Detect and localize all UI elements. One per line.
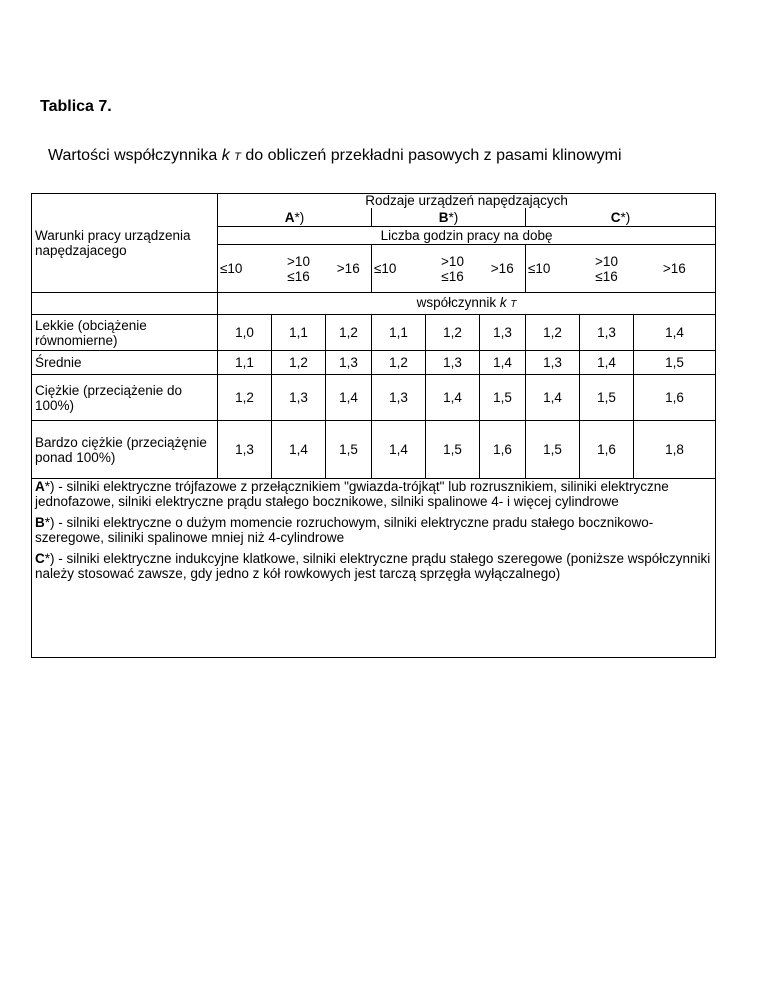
note-c xyxy=(35,551,712,581)
value-cell: 1,5 xyxy=(526,421,580,479)
coef-label-text: współczynnik xyxy=(416,295,500,310)
hours-label: >16 xyxy=(662,261,686,276)
condition-text: Średnie xyxy=(35,355,82,370)
value-cell: 1,0 xyxy=(218,315,272,351)
hours-label-top: >10 xyxy=(595,253,618,269)
hours-label: ≤10 xyxy=(374,261,397,276)
caption-subscript xyxy=(230,147,241,164)
group-a-suffix: *) xyxy=(294,209,305,225)
note-b-suffix: *) xyxy=(44,515,55,530)
table-row xyxy=(32,421,716,479)
value-cell: 1,2 xyxy=(526,315,580,351)
value-cell: 1,2 xyxy=(272,351,326,375)
hours-a-gt16 xyxy=(326,245,372,293)
table-row xyxy=(32,375,716,421)
value-cell: 1,6 xyxy=(580,421,634,479)
value-cell: 1,4 xyxy=(272,421,326,479)
row-header-text: Warunki pracy urządzenia napędzajacego xyxy=(35,228,191,258)
value-cell: 1,1 xyxy=(372,315,426,351)
value-cell: 1,3 xyxy=(372,375,426,421)
group-c-cell xyxy=(526,208,716,227)
note-b-letter: B xyxy=(35,515,45,530)
value-cell: 1,5 xyxy=(480,375,526,421)
value-cell: 1,6 xyxy=(634,375,716,421)
hours-c-le10 xyxy=(526,245,580,293)
caption-text-before: Wartości współczynnika xyxy=(48,147,222,164)
caption-text-after: do obliczeń przekładni pasowych z pasami klinowymi xyxy=(240,147,622,164)
group-b-cell xyxy=(372,208,526,227)
table-row xyxy=(32,315,716,351)
note-a-text: - silniki elektryczne trójfazowe z przełącznikiem "gwiazda-trójkąt" lub rozrusznikiem, siliniki elektryczne jednofazowe, silniki elektryczne prądu stałego bocznikowe, silniki spalinowe 4- i więcej cylindrowe xyxy=(35,479,669,509)
value-cell: 1,4 xyxy=(326,375,372,421)
table-row xyxy=(32,351,716,375)
value-cell: 1,5 xyxy=(634,351,716,375)
hours-label: ≤10 xyxy=(220,261,243,276)
condition-label xyxy=(32,375,218,421)
hours-header-cell xyxy=(218,227,716,245)
row-header-cell xyxy=(32,194,218,293)
value-cell: 1,2 xyxy=(326,315,372,351)
value-cell: 1,5 xyxy=(580,375,634,421)
coef-label-subscript: T xyxy=(510,299,517,310)
value-cell: 1,4 xyxy=(526,375,580,421)
hours-a-le10 xyxy=(218,245,272,293)
hours-label-top: >10 xyxy=(287,253,310,269)
value-cell: 1,3 xyxy=(272,375,326,421)
coefficient-table xyxy=(31,193,716,658)
condition-label xyxy=(32,421,218,479)
value-cell: 1,8 xyxy=(634,421,716,479)
hours-label-bottom: ≤16 xyxy=(287,268,310,284)
hours-c-gt16 xyxy=(634,245,716,293)
value-cell: 1,2 xyxy=(426,315,480,351)
hours-b-10-16 xyxy=(426,245,480,293)
condition-label xyxy=(32,315,218,351)
value-cell: 1,4 xyxy=(634,315,716,351)
value-cell: 1,5 xyxy=(326,421,372,479)
hours-a-10-16 xyxy=(272,245,326,293)
note-c-text: - silniki elektryczne indukcyjne klatkowe, silniki elektryczne prądu stałego szeregowe (poniższe współczynniki należy stosować zawsze, gdy jedno z kół rowkowych jest tarczą sprzęgła wyłączalnego) xyxy=(35,551,711,581)
coef-label-symbol: k xyxy=(499,295,507,310)
group-header-text: Rodzaje urządzeń napędzających xyxy=(365,193,568,208)
value-cell: 1,6 xyxy=(480,421,526,479)
condition-label xyxy=(32,351,218,375)
value-cell: 1,3 xyxy=(526,351,580,375)
value-cell: 1,3 xyxy=(580,315,634,351)
value-cell: 1,2 xyxy=(372,351,426,375)
value-cell: 1,4 xyxy=(372,421,426,479)
value-cell: 1,4 xyxy=(580,351,634,375)
note-a xyxy=(35,479,712,509)
condition-text: Ciężkie (przeciążenie do 100%) xyxy=(35,382,183,413)
group-c-suffix: *) xyxy=(620,209,631,225)
note-a-letter: A xyxy=(35,479,45,494)
condition-text: Lekkie (obciążenie równomierne) xyxy=(35,317,147,348)
value-cell: 1,3 xyxy=(480,315,526,351)
hours-b-le10 xyxy=(372,245,426,293)
note-b-text: - silniki elektryczne o dużym momencie rozruchowym, silniki elektryczne pradu stałego bocznikowo-szeregowe, siliniki spalinowe mniej niż 4-cylindrowe xyxy=(35,515,654,545)
notes-cell xyxy=(32,479,716,658)
note-c-suffix: *) xyxy=(44,551,55,566)
condition-text: Bardzo ciężkie (przeciążęnie ponad 100%) xyxy=(35,434,207,465)
hours-label-bottom: ≤16 xyxy=(595,268,618,284)
group-a-letter: A xyxy=(284,209,295,225)
group-b-letter: B xyxy=(438,209,449,225)
caption-subscript-letter: T xyxy=(234,151,241,163)
table-label: Tablica 7. xyxy=(40,98,112,115)
hours-label-top: >10 xyxy=(441,253,464,269)
value-cell: 1,3 xyxy=(218,421,272,479)
hours-label: >16 xyxy=(336,261,360,276)
value-cell: 1,4 xyxy=(480,351,526,375)
group-c-letter: C xyxy=(610,209,621,225)
hours-header-text: Liczba godzin pracy na dobę xyxy=(380,228,553,243)
note-b xyxy=(35,515,712,545)
group-a-cell xyxy=(218,208,372,227)
hours-c-10-16 xyxy=(580,245,634,293)
table-caption xyxy=(48,147,622,165)
coef-label-cell xyxy=(218,293,716,315)
blank-cell xyxy=(32,293,218,315)
value-cell: 1,5 xyxy=(426,421,480,479)
value-cell: 1,3 xyxy=(326,351,372,375)
group-header-cell xyxy=(218,194,716,209)
hours-label: >16 xyxy=(490,261,514,276)
note-a-suffix: *) xyxy=(44,479,55,494)
hours-label: ≤10 xyxy=(528,261,551,276)
hours-label-bottom: ≤16 xyxy=(441,268,464,284)
group-b-suffix: *) xyxy=(448,209,459,225)
value-cell: 1,4 xyxy=(426,375,480,421)
value-cell: 1,1 xyxy=(218,351,272,375)
hours-b-gt16 xyxy=(480,245,526,293)
value-cell: 1,1 xyxy=(272,315,326,351)
caption-symbol: k xyxy=(221,147,230,164)
note-c-letter: C xyxy=(35,551,45,566)
value-cell: 1,2 xyxy=(218,375,272,421)
value-cell: 1,3 xyxy=(426,351,480,375)
